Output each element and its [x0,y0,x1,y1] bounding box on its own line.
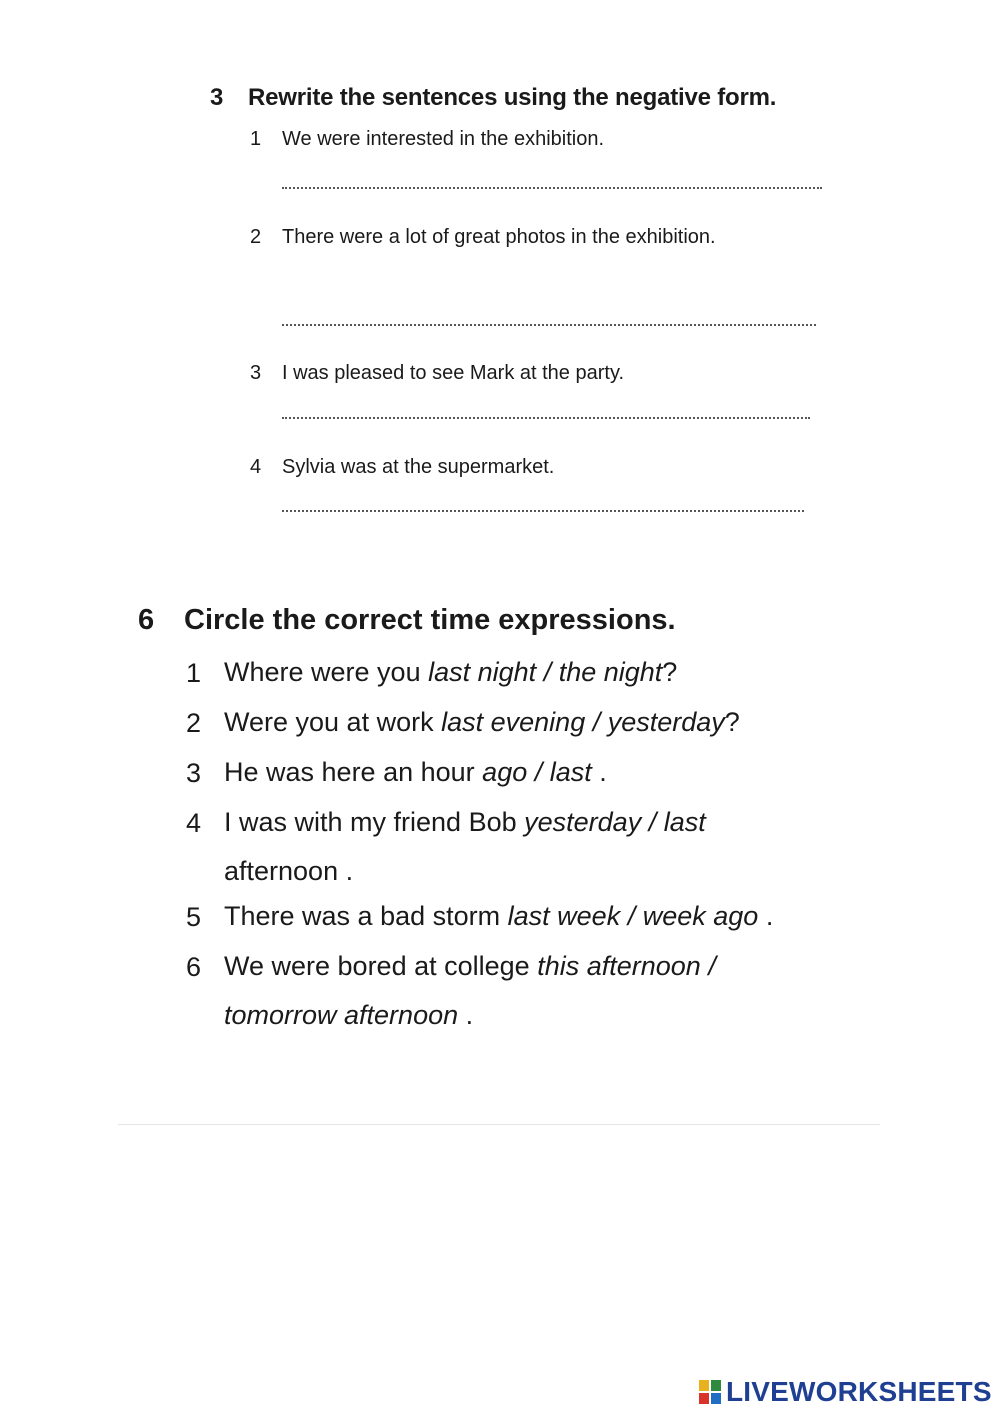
option-b[interactable]: yesterday [607,707,725,737]
sentence-start: Were you at work [224,707,434,737]
option-separator: / [620,901,643,931]
item-number: 4 [250,456,262,478]
option-separator: / [585,707,608,737]
item-sentence [224,892,844,941]
sentence-end: . [758,901,774,931]
sentence-end: . [458,1000,474,1030]
exercise-3-title: Rewrite the sentences using the negative form. [248,84,777,111]
item-number: 4 [186,808,202,838]
item-number: 1 [250,128,262,150]
item-sentence [224,748,844,797]
sentence-start: Where were you [224,657,421,687]
watermark-text: LIVEWORKSHEETS [726,1376,992,1407]
answer-line-2[interactable] [282,324,816,326]
answer-line-4[interactable] [282,510,804,512]
item-number: 5 [186,902,202,932]
sentence-end: . [591,757,607,787]
item-sentence: I was pleased to see Mark at the party. [282,362,625,384]
sentence-end: ? [724,707,740,737]
item-sentence: Sylvia was at the supermarket. [282,456,555,478]
exercise-6-number: 6 [138,604,155,636]
item-sentence [224,798,804,896]
sentence-end: afternoon . [224,856,354,886]
item-sentence: There were a lot of great photos in the exhibition. [282,226,716,248]
exercise-3 [210,84,850,478]
option-a[interactable]: last evening [441,707,586,737]
page-divider [118,1124,880,1125]
item-number: 2 [186,708,202,738]
option-a[interactable]: yesterday [524,807,642,837]
option-separator: / [536,657,559,687]
item-sentence [224,698,844,747]
liveworksheets-logo-icon [698,1379,722,1405]
item-sentence [224,942,814,1040]
option-b[interactable]: week ago [642,901,759,931]
option-a[interactable]: last night [428,657,537,687]
exercise-3-header [210,84,850,120]
answer-line-3[interactable] [282,417,810,419]
item-number: 1 [186,658,202,688]
sentence-start: There was a bad storm [224,901,501,931]
item-number: 3 [186,758,202,788]
option-b[interactable]: the night [558,657,663,687]
option-b[interactable]: tomorrow afternoon [224,1000,459,1030]
option-b[interactable]: last [663,807,706,837]
sentence-end: ? [662,657,678,687]
option-separator: / [641,807,664,837]
item-number: 2 [250,226,262,248]
exercise-6-title: Circle the correct time expressions. [184,604,676,636]
item-sentence [224,648,844,697]
option-separator: / [527,757,550,787]
item-number: 3 [250,362,262,384]
option-separator: / [700,951,716,981]
item-sentence: We were interested in the exhibition. [282,128,605,150]
option-b[interactable]: last [549,757,592,787]
sentence-start: I was with my friend Bob [224,807,517,837]
item-number: 6 [186,952,202,982]
liveworksheets-watermark [698,1376,992,1408]
option-a[interactable]: last week [507,901,621,931]
sentence-start: We were bored at college [224,951,530,981]
option-a[interactable]: ago [482,757,528,787]
sentence-start: He was here an hour [224,757,475,787]
answer-line-1[interactable] [282,187,822,189]
exercise-3-number: 3 [210,84,224,111]
option-a[interactable]: this afternoon [537,951,701,981]
